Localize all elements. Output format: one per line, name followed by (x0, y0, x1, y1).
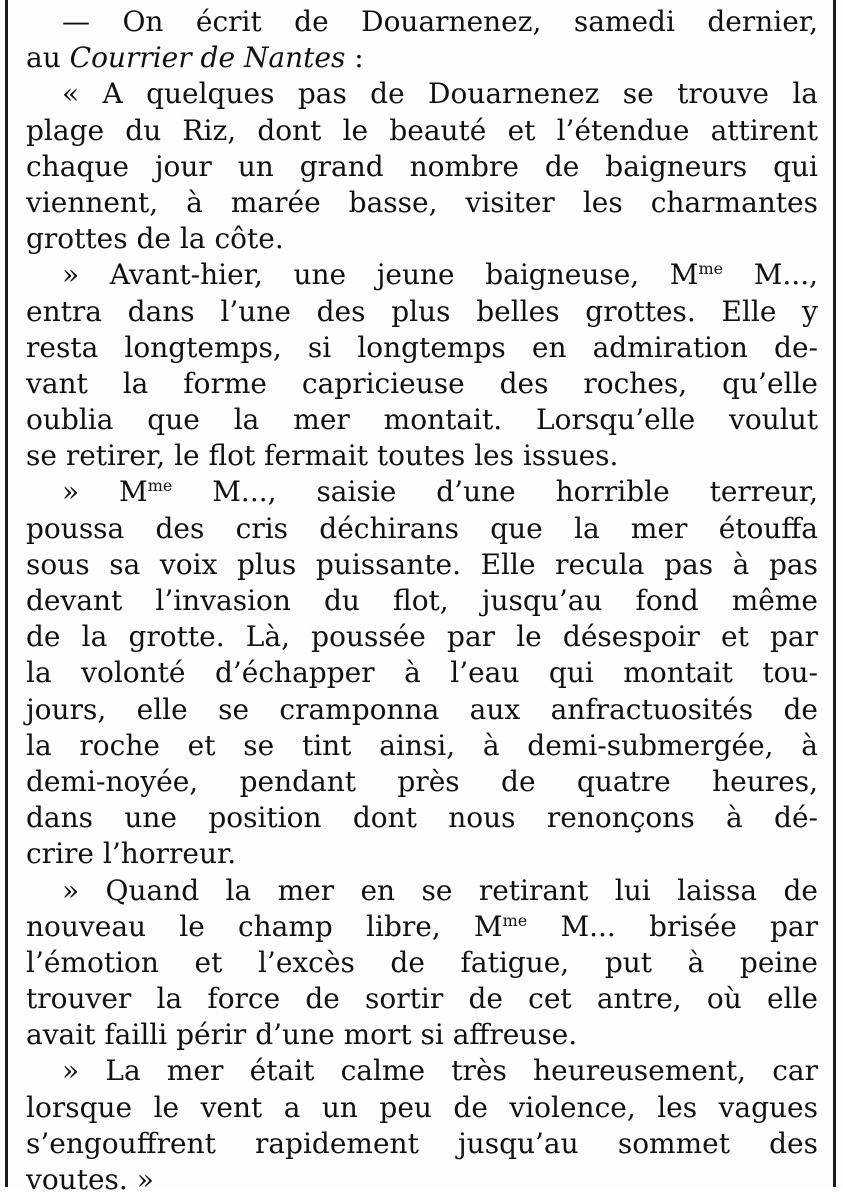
paragraph-1-line: viennent, à marée basse, visiter les charmantes (26, 185, 818, 219)
paragraph-5-line: s’engouffrent rapidement jusqu’au sommet des (26, 1126, 818, 1160)
paragraph-4-line: trouver la force de sortir de cet antre, où elle (26, 982, 818, 1016)
paragraph-1-line: « A quelques pas de Douarnenez se trouve la (62, 77, 818, 111)
column-rule-left (5, 0, 8, 1187)
paragraph-1-line: chaque jour un grand nombre de baigneurs qui (26, 149, 818, 183)
paragraph-4-text: nouveau le champ libre, M (26, 909, 503, 943)
paragraph-3-line: devant l’invasion du flot, jusqu’au fond même (26, 584, 818, 617)
paragraph-2-line (26, 257, 818, 293)
paragraph-3-line (26, 474, 818, 510)
paragraph-3-line: demi-noyée, pendant près de quatre heures, (26, 764, 818, 798)
paragraph-2-text: M..., (723, 258, 818, 292)
paragraph-2-line: entra dans l’une des plus belles grottes. Elle y (26, 294, 818, 328)
article-text (26, 4, 818, 1198)
paragraph-3-line: sous sa voix plus puissante. Elle recula pas à pas (26, 547, 818, 581)
paragraph-2-line: oublia que la mer montait. Lorsqu’elle voulut (26, 403, 818, 437)
paragraph-4-line: » Quand la mer en se retirant lui laissa de (62, 873, 818, 907)
intro-prefix: au (26, 41, 70, 75)
paragraph-2-line: se retirer, le flot fermait toutes les issues. (26, 439, 619, 473)
intro-line-1: — On écrit de Douarnenez, samedi dernier, (62, 5, 818, 38)
paragraph-3-text: M..., saisie d’une horrible terreur, (172, 475, 819, 509)
paragraph-2-line: resta longtemps, si longtemps en admiration de- (26, 330, 818, 364)
paragraph-5-line: » La mer était calme très heureusement, car (62, 1054, 818, 1088)
title-abbrev-sup: me (147, 476, 173, 496)
paragraph-5-line: lorsque le vent a un peu de violence, les vagues (26, 1090, 818, 1124)
column-rule-right (833, 0, 836, 1187)
intro-suffix: : (345, 41, 364, 75)
paragraph-1-line: plage du Riz, dont le beauté et l’étendue attirent (26, 113, 818, 147)
title-abbrev-sup: me (502, 910, 528, 930)
paragraph-3-line: jours, elle se cramponna aux anfractuosités de (26, 692, 818, 726)
paragraph-4-text: M... brisée par (527, 909, 818, 943)
paragraph-1-line: grottes de la côte. (26, 222, 284, 256)
paragraph-4-line (26, 909, 818, 945)
paragraph-3-line: la roche et se tint ainsi, à demi-submergée, à (26, 728, 818, 762)
paragraph-4-line: avait failli périr d’une mort si affreuse. (26, 1018, 578, 1052)
paragraph-3-line: poussa des cris déchirans que la mer étouffa (26, 511, 818, 545)
paragraph-3-text: » M (62, 475, 148, 509)
paragraph-4-line: l’émotion et l’excès de fatigue, put à peine (26, 945, 818, 979)
paragraph-2-line: vant la forme capricieuse des roches, qu’elle (26, 366, 818, 400)
title-abbrev-sup: me (698, 259, 724, 279)
paragraph-3-line: de la grotte. Là, poussée par le désespoir et par (26, 620, 818, 654)
paragraph-3-line: dans une position dont nous renonçons à dé- (26, 801, 818, 835)
intro-line-2 (26, 40, 818, 76)
paragraph-3-line: la volonté d’échapper à l’eau qui montait tou- (26, 656, 818, 690)
paragraph-2-text: » Avant-hier, une jeune baigneuse, M (62, 258, 699, 292)
paragraph-5-line: voutes. » (26, 1163, 154, 1196)
newspaper-source: Courrier de Nantes (69, 41, 346, 75)
paragraph-3-line: crire l’horreur. (26, 837, 237, 871)
